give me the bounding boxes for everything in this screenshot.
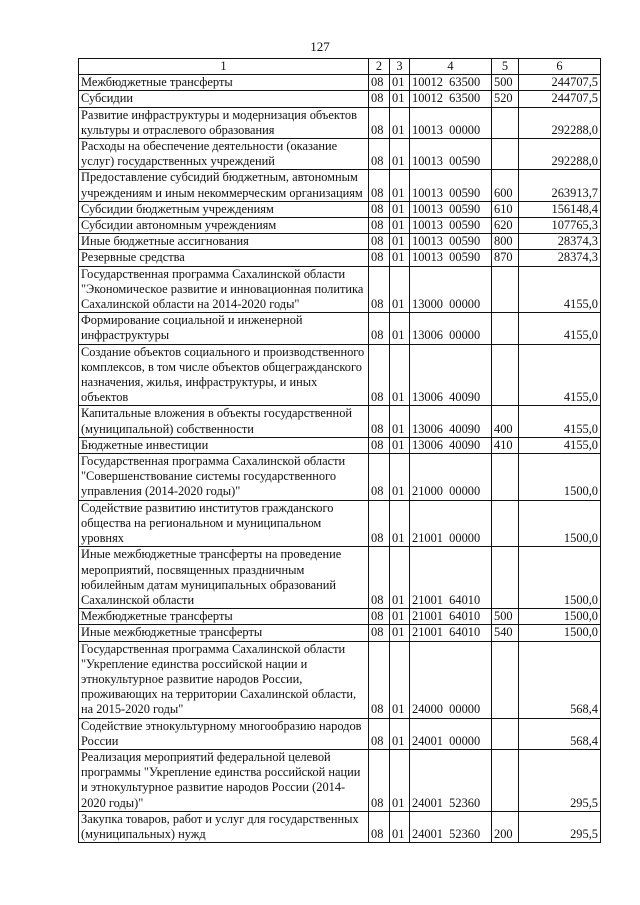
row-target-code: 24001 00000: [410, 718, 492, 749]
row-subsection: 01: [390, 91, 410, 107]
table-row: [79, 641, 601, 718]
row-subsection: 01: [390, 749, 410, 811]
row-target-code: 21001 64010: [410, 609, 492, 625]
row-target-code: 21001 00000: [410, 500, 492, 547]
row-amount: 28374,3: [519, 250, 601, 266]
row-target-code: 21000 00000: [410, 454, 492, 501]
page-number: 127: [310, 39, 330, 54]
row-amount: 568,4: [519, 718, 601, 749]
row-subsection: 01: [390, 454, 410, 501]
row-amount: 4155,0: [519, 437, 601, 453]
row-expense-type: 200: [492, 811, 519, 842]
row-subsection: 01: [390, 641, 410, 718]
row-section: 08: [369, 406, 390, 437]
row-section: 08: [369, 811, 390, 842]
row-target-code: 13006 40090: [410, 406, 492, 437]
row-section: 08: [369, 170, 390, 201]
row-target-code: 21001 64010: [410, 625, 492, 641]
row-subsection: 01: [390, 234, 410, 250]
row-subsection: 01: [390, 201, 410, 217]
row-amount: 244707,5: [519, 75, 601, 91]
table-row: [79, 313, 601, 344]
row-section: 08: [369, 234, 390, 250]
row-amount: 4155,0: [519, 313, 601, 344]
row-amount: 4155,0: [519, 406, 601, 437]
row-name: Иные межбюджетные трансферты на проведение мероприятий, посвященных праздничным юбилейным датам муниципальных образований Сахалинской области: [79, 547, 369, 609]
row-amount: 1500,0: [519, 454, 601, 501]
column-header-amount: 6: [519, 59, 601, 75]
row-section: 08: [369, 313, 390, 344]
row-expense-type: 610: [492, 201, 519, 217]
row-subsection: 01: [390, 811, 410, 842]
row-expense-type: [492, 107, 519, 138]
row-subsection: 01: [390, 139, 410, 170]
row-name: Предоставление субсидий бюджетным, автономным учреждениям и иным некоммерческим организациям: [79, 170, 369, 201]
row-name: Бюджетные инвестиции: [79, 437, 369, 453]
row-amount: 1500,0: [519, 500, 601, 547]
row-target-code: 24001 52360: [410, 749, 492, 811]
row-section: 08: [369, 547, 390, 609]
row-subsection: 01: [390, 313, 410, 344]
table-row: [79, 437, 601, 453]
row-amount: 1500,0: [519, 625, 601, 641]
row-subsection: 01: [390, 718, 410, 749]
row-expense-type: 800: [492, 234, 519, 250]
row-expense-type: [492, 454, 519, 501]
row-subsection: 01: [390, 170, 410, 201]
row-amount: 263913,7: [519, 170, 601, 201]
row-section: 08: [369, 139, 390, 170]
row-expense-type: [492, 641, 519, 718]
table-row: [79, 266, 601, 313]
row-name: Содействие этнокультурному многообразию народов России: [79, 718, 369, 749]
row-name: Развитие инфраструктуры и модернизация объектов культуры и отраслевого образования: [79, 107, 369, 138]
table-row: [79, 139, 601, 170]
header-row: [79, 59, 601, 75]
row-subsection: 01: [390, 437, 410, 453]
row-section: 08: [369, 218, 390, 234]
row-section: 08: [369, 609, 390, 625]
row-name: Межбюджетные трансферты: [79, 609, 369, 625]
row-section: 08: [369, 201, 390, 217]
row-expense-type: 620: [492, 218, 519, 234]
row-expense-type: [492, 547, 519, 609]
row-section: 08: [369, 437, 390, 453]
table-row: [79, 749, 601, 811]
row-section: 08: [369, 500, 390, 547]
row-target-code: 10013 00590: [410, 234, 492, 250]
row-name: Иные бюджетные ассигнования: [79, 234, 369, 250]
row-amount: 156148,4: [519, 201, 601, 217]
row-section: 08: [369, 641, 390, 718]
row-expense-type: [492, 718, 519, 749]
row-expense-type: 540: [492, 625, 519, 641]
row-section: 08: [369, 107, 390, 138]
row-target-code: 10013 00590: [410, 139, 492, 170]
row-target-code: 10012 63500: [410, 75, 492, 91]
row-expense-type: [492, 266, 519, 313]
row-name: Межбюджетные трансферты: [79, 75, 369, 91]
table-row: [79, 218, 601, 234]
row-subsection: 01: [390, 547, 410, 609]
table-row: [79, 547, 601, 609]
row-subsection: 01: [390, 218, 410, 234]
row-subsection: 01: [390, 75, 410, 91]
row-name: Государственная программа Сахалинской области "Укрепление единства российской нации и этнокультурное развитие народов России, проживающих на территории Сахалинской области, на 2015-2020 годы": [79, 641, 369, 718]
row-section: 08: [369, 75, 390, 91]
row-section: 08: [369, 344, 390, 406]
row-name: Реализация мероприятий федеральной целевой программы "Укрепление единства российской нации и этнокультурное развитие народов России (2014-2020 годы)": [79, 749, 369, 811]
row-name: Создание объектов социального и производственного комплексов, в том числе объектов общегражданского назначения, жилья, инфраструктуры, и иных объектов: [79, 344, 369, 406]
row-name: Капитальные вложения в объекты государственной (муниципальной) собственности: [79, 406, 369, 437]
row-name: Закупка товаров, работ и услуг для государственных (муниципальных) нужд: [79, 811, 369, 842]
row-expense-type: 410: [492, 437, 519, 453]
row-amount: 295,5: [519, 811, 601, 842]
column-header-target: 4: [410, 59, 492, 75]
row-name: Содействие развитию институтов гражданского общества на региональном и муниципальном уровнях: [79, 500, 369, 547]
table-row: [79, 234, 601, 250]
row-target-code: 10013 00590: [410, 250, 492, 266]
table-row: [79, 625, 601, 641]
row-name: Иные межбюджетные трансферты: [79, 625, 369, 641]
row-amount: 244707,5: [519, 91, 601, 107]
row-target-code: 10013 00590: [410, 170, 492, 201]
row-amount: 28374,3: [519, 234, 601, 250]
row-section: 08: [369, 266, 390, 313]
budget-table: [78, 58, 601, 843]
row-amount: 4155,0: [519, 266, 601, 313]
row-expense-type: 600: [492, 170, 519, 201]
table-row: [79, 454, 601, 501]
row-subsection: 01: [390, 266, 410, 313]
row-name: Субсидии бюджетным учреждениям: [79, 201, 369, 217]
row-amount: 295,5: [519, 749, 601, 811]
column-header-name: 1: [79, 59, 369, 75]
row-name: Государственная программа Сахалинской области "Совершенствование системы государственного управления (2014-2020 годы)": [79, 454, 369, 501]
row-expense-type: 500: [492, 75, 519, 91]
table-row: [79, 250, 601, 266]
row-name: Расходы на обеспечение деятельности (оказание услуг) государственных учреждений: [79, 139, 369, 170]
table-row: [79, 500, 601, 547]
row-expense-type: 500: [492, 609, 519, 625]
table-row: [79, 91, 601, 107]
row-target-code: 10013 00590: [410, 201, 492, 217]
row-target-code: 13000 00000: [410, 266, 492, 313]
row-name: Формирование социальной и инженерной инфраструктуры: [79, 313, 369, 344]
row-name: Субсидии автономным учреждениям: [79, 218, 369, 234]
table-row: [79, 811, 601, 842]
table-row: [79, 609, 601, 625]
row-target-code: 10013 00000: [410, 107, 492, 138]
row-target-code: 13006 00000: [410, 313, 492, 344]
row-expense-type: [492, 500, 519, 547]
row-name: Государственная программа Сахалинской области "Экономическое развитие и инновационная политика Сахалинской области на 2014-2020 годы": [79, 266, 369, 313]
row-target-code: 13006 40090: [410, 344, 492, 406]
row-subsection: 01: [390, 500, 410, 547]
row-section: 08: [369, 749, 390, 811]
row-amount: 568,4: [519, 641, 601, 718]
row-amount: 107765,3: [519, 218, 601, 234]
column-header-type: 5: [492, 59, 519, 75]
row-section: 08: [369, 250, 390, 266]
row-section: 08: [369, 625, 390, 641]
row-target-code: 10013 00590: [410, 218, 492, 234]
row-target-code: 24000 00000: [410, 641, 492, 718]
row-section: 08: [369, 718, 390, 749]
row-subsection: 01: [390, 609, 410, 625]
table-row: [79, 170, 601, 201]
row-amount: 4155,0: [519, 344, 601, 406]
row-target-code: 21001 64010: [410, 547, 492, 609]
row-subsection: 01: [390, 344, 410, 406]
row-expense-type: 870: [492, 250, 519, 266]
table-row: [79, 201, 601, 217]
column-header-subsection: 3: [390, 59, 410, 75]
row-subsection: 01: [390, 625, 410, 641]
row-section: 08: [369, 91, 390, 107]
row-subsection: 01: [390, 406, 410, 437]
table-row: [79, 718, 601, 749]
row-amount: 292288,0: [519, 107, 601, 138]
row-name: Субсидии: [79, 91, 369, 107]
table-row: [79, 107, 601, 138]
row-subsection: 01: [390, 107, 410, 138]
row-amount: 1500,0: [519, 609, 601, 625]
row-expense-type: [492, 749, 519, 811]
column-header-section: 2: [369, 59, 390, 75]
row-amount: 1500,0: [519, 547, 601, 609]
row-expense-type: 520: [492, 91, 519, 107]
table-row: [79, 406, 601, 437]
row-expense-type: 400: [492, 406, 519, 437]
row-target-code: 13006 40090: [410, 437, 492, 453]
row-target-code: 24001 52360: [410, 811, 492, 842]
row-subsection: 01: [390, 250, 410, 266]
table-row: [79, 75, 601, 91]
row-section: 08: [369, 454, 390, 501]
row-expense-type: [492, 313, 519, 344]
row-target-code: 10012 63500: [410, 91, 492, 107]
row-amount: 292288,0: [519, 139, 601, 170]
row-name: Резервные средства: [79, 250, 369, 266]
table-row: [79, 344, 601, 406]
row-expense-type: [492, 139, 519, 170]
row-expense-type: [492, 344, 519, 406]
